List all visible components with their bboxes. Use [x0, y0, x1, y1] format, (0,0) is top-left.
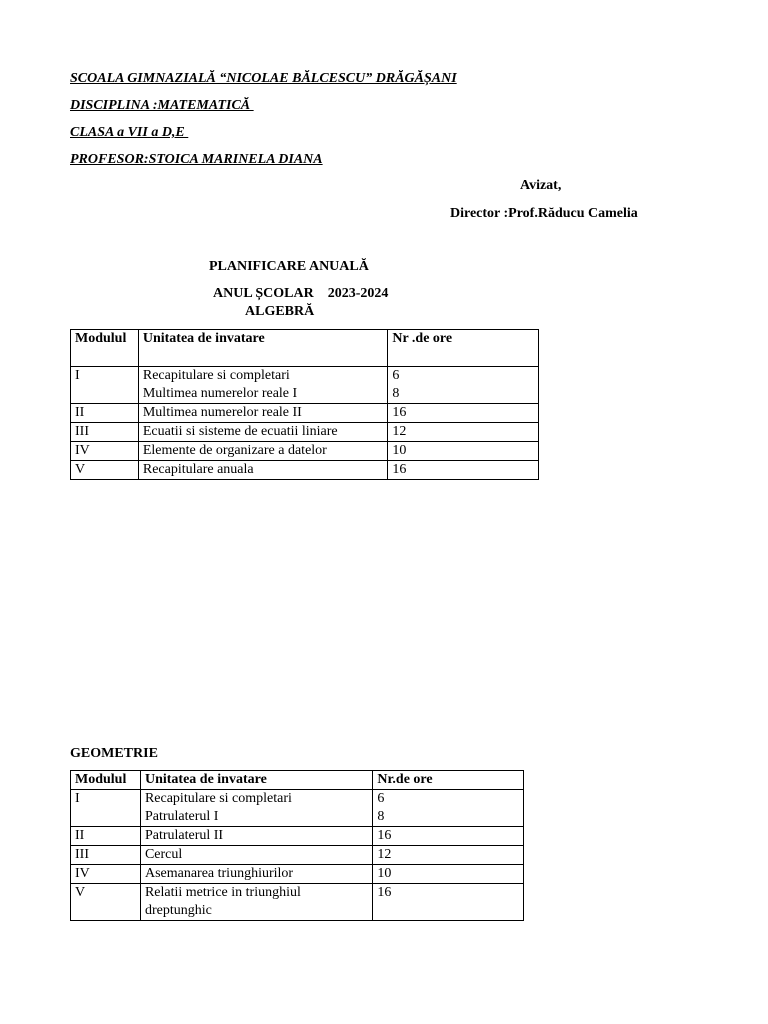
hours-text: 8 [392, 386, 400, 401]
hours-cell [373, 790, 524, 827]
geometry-heading: GEOMETRIE [70, 746, 158, 761]
table-header-row [71, 330, 539, 367]
unit-text: Multimea numerelor reale I [142, 386, 298, 401]
table-row [71, 790, 524, 827]
module-cell: III [71, 846, 141, 865]
module-cell: III [71, 423, 139, 442]
table-row [71, 827, 524, 846]
school-year: ANUL ȘCOLAR 2023-2024 [213, 286, 389, 301]
unit-text: dreptunghic [144, 903, 212, 918]
unit-text: Patrulaterul I [144, 809, 219, 824]
hours-text: 6 [377, 791, 385, 806]
table-row [71, 884, 524, 921]
hours-cell: 12 [373, 846, 524, 865]
unit-cell [138, 367, 387, 404]
module-cell: V [71, 884, 141, 921]
unit-cell: Ecuatii si sisteme de ecuatii liniare [138, 423, 387, 442]
module-cell: IV [71, 865, 141, 884]
hours-cell: 16 [373, 884, 524, 921]
hours-cell: 10 [388, 442, 539, 461]
module-cell: II [71, 827, 141, 846]
teacher-line: PROFESOR:STOICA MARINELA DIANA [70, 152, 323, 167]
unit-cell [140, 790, 372, 827]
table-header-row [71, 771, 524, 790]
table-row [71, 865, 524, 884]
module-cell: IV [71, 442, 139, 461]
module-cell: I [71, 367, 139, 404]
unit-cell: Patrulaterul II [140, 827, 372, 846]
unit-text: Recapitulare si completari [142, 368, 290, 383]
column-header-hours: Nr .de ore [388, 330, 539, 367]
unit-cell: Cercul [140, 846, 372, 865]
hours-text: 8 [377, 809, 385, 824]
document-title: PLANIFICARE ANUALĂ [209, 259, 369, 274]
unit-cell: Elemente de organizare a datelor [138, 442, 387, 461]
column-header-unit: Unitatea de invatare [140, 771, 372, 790]
module-cell: I [71, 790, 141, 827]
school-name: SCOALA GIMNAZIALĂ “NICOLAE BĂLCESCU” DRĂGĂȘANI [70, 71, 457, 86]
unit-cell: Recapitulare anuala [138, 461, 387, 480]
unit-cell [140, 884, 372, 921]
algebra-heading: ALGEBRĂ [245, 304, 315, 319]
hours-cell [388, 367, 539, 404]
unit-cell: Multimea numerelor reale II [138, 404, 387, 423]
column-header-hours: Nr.de ore [373, 771, 524, 790]
avizat-label: Avizat, [520, 178, 562, 193]
module-cell: V [71, 461, 139, 480]
hours-cell: 16 [388, 404, 539, 423]
discipline-line: DISCIPLINA :MATEMATICĂ [70, 98, 254, 113]
table-row [71, 442, 539, 461]
column-header-unit: Unitatea de invatare [138, 330, 387, 367]
column-header-module: Modulul [71, 330, 139, 367]
algebra-table [70, 329, 539, 480]
hours-cell: 16 [373, 827, 524, 846]
class-line: CLASA a VII a D,E [70, 125, 189, 140]
table-row [71, 846, 524, 865]
hours-cell: 16 [388, 461, 539, 480]
table-row [71, 367, 539, 404]
column-header-module: Modulul [71, 771, 141, 790]
table-row [71, 404, 539, 423]
module-cell: II [71, 404, 139, 423]
hours-cell: 12 [388, 423, 539, 442]
director-line: Director :Prof.Răducu Camelia [450, 206, 638, 221]
table-row [71, 423, 539, 442]
hours-text: 6 [392, 368, 400, 383]
unit-text: Relatii metrice in triunghiul [144, 885, 301, 900]
unit-cell: Asemanarea triunghiurilor [140, 865, 372, 884]
table-row [71, 461, 539, 480]
unit-text: Recapitulare si completari [144, 791, 292, 806]
geometry-table [70, 770, 524, 921]
hours-cell: 10 [373, 865, 524, 884]
